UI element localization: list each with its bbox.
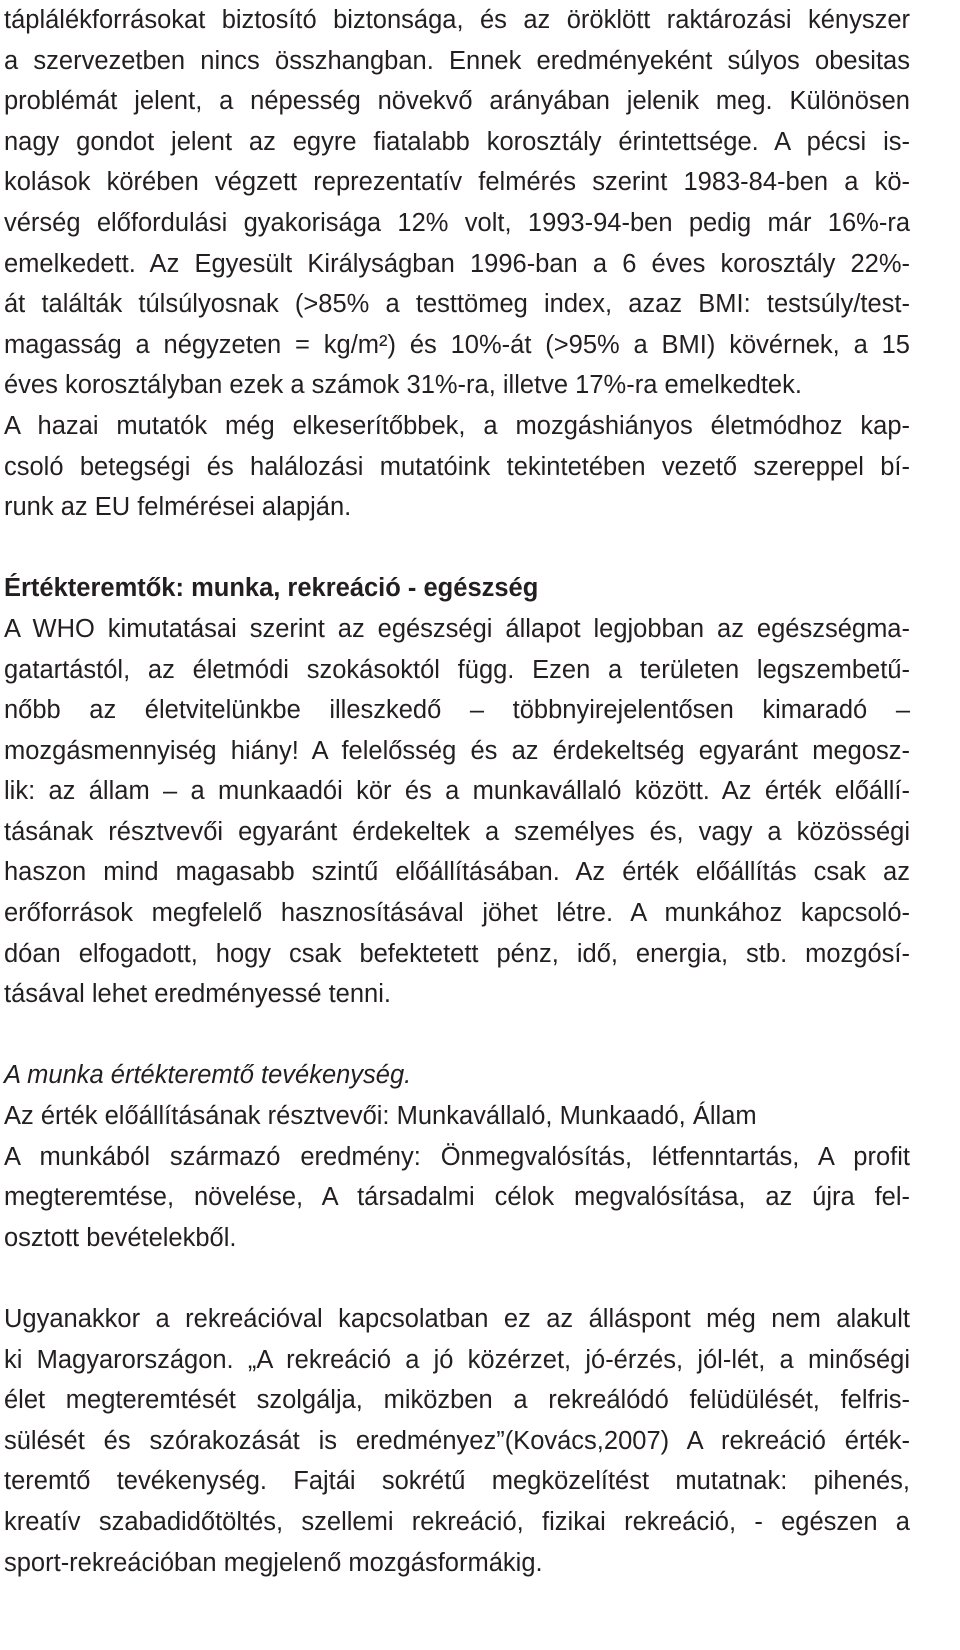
text-line: mozgásmennyiség hiány! A felelősség és az érdekeltség egyaránt megosz- bbox=[4, 736, 910, 765]
section-paragraph bbox=[4, 568, 910, 1015]
text-line: kreatív szabadidőtöltés, szellemi rekreáció, fizikai rekreáció, - egészen a bbox=[4, 1507, 910, 1536]
text-line: sülését és szórakozását is eredményez”(Kovács,2007) A rekreáció érték- bbox=[4, 1426, 910, 1455]
text-line: gatartástól, az életmódi szokásoktól függ. Ezen a területen legszembetű- bbox=[4, 655, 910, 684]
text-line: A hazai mutatók még elkeserítőbbek, a mozgáshiányos életmódhoz kap- bbox=[4, 411, 910, 440]
text-line: A munkából származó eredmény: Önmegvalósítás, létfenntartás, A profit bbox=[4, 1142, 910, 1171]
text-line: runk az EU felmérései alapján. bbox=[4, 493, 352, 522]
paragraph-spacer bbox=[4, 528, 910, 569]
text-line: nagy gondot jelent az egyre fiatalabb korosztály érintettsége. A pécsi is- bbox=[4, 127, 910, 156]
document-page bbox=[4, 0, 910, 1583]
text-line: erőforrások megfelelő hasznosításával jöhet létre. A munkához kapcsoló- bbox=[4, 899, 910, 928]
paragraph-spacer bbox=[4, 1015, 910, 1056]
text-line: Ugyanakkor a rekreációval kapcsolatban ez az álláspont még nem alakult bbox=[4, 1305, 910, 1333]
text-line: éves korosztályban ezek a számok 31%-ra, illetve 17%-ra emelkedtek. bbox=[4, 371, 802, 400]
text-line: emelkedett. Az Egyesült Királyságban 1996-ban a 6 éves korosztály 22%- bbox=[4, 249, 910, 278]
text-line: tásával lehet eredményessé tenni. bbox=[4, 980, 391, 1009]
text-line: lik: az állam – a munkaadói kör és a munkavállaló között. Az érték előállí- bbox=[4, 777, 910, 806]
section-heading: Értékteremtők: munka, rekreáció - egészség bbox=[4, 574, 539, 603]
text-line: sport-rekreációban megjelenő mozgásformákig. bbox=[4, 1548, 543, 1577]
recreation-paragraph bbox=[4, 1299, 910, 1583]
text-line: táplálékforrásokat biztosító biztonsága, és az öröklött raktározási kényszer bbox=[4, 6, 910, 34]
text-line: a szervezetben nincs összhangban. Ennek eredményeként súlyos obesitas bbox=[4, 46, 910, 75]
text-line: megteremtése, növelése, A társadalmi célok megvalósítása, az újra fel- bbox=[4, 1183, 910, 1212]
paragraph-spacer bbox=[4, 1258, 910, 1299]
work-paragraph bbox=[4, 1055, 910, 1258]
intro-paragraph bbox=[4, 0, 910, 528]
text-line: ki Magyarországon. „A rekreáció a jó közérzet, jó-érzés, jól-lét, a minőségi bbox=[4, 1345, 910, 1374]
text-line: vérség előfordulási gyakorisága 12% volt, 1993-94-ben pedig már 16%-ra bbox=[4, 208, 910, 237]
text-line: tásának résztvevői egyaránt érdekeltek a személyes és, vagy a közösségi bbox=[4, 817, 910, 846]
text-line: csoló betegségi és halálozási mutatóink tekintetében vezető szereppel bí- bbox=[4, 452, 910, 481]
text-line: nőbb az életvitelünkbe illeszkedő – többnyirejelentősen kimaradó – bbox=[4, 696, 910, 725]
text-line: kolások körében végzett reprezentatív felmérés szerint 1983-84-ben a kö- bbox=[4, 168, 910, 197]
text-line: A WHO kimutatásai szerint az egészségi állapot legjobban az egészségma- bbox=[4, 614, 910, 643]
text-line: élet megteremtését szolgálja, miközben a rekreálódó felüdülését, felfris- bbox=[4, 1386, 910, 1415]
text-line: teremtő tevékenység. Fajtái sokrétű megközelítést mutatnak: pihenés, bbox=[4, 1467, 910, 1496]
text-line: át találták túlsúlyosnak (>85% a testtömeg index, azaz BMI: testsúly/test- bbox=[4, 290, 910, 319]
text-line: problémát jelent, a népesség növekvő arányában jelenik meg. Különösen bbox=[4, 87, 910, 116]
text-line: osztott bevételekből. bbox=[4, 1223, 237, 1252]
work-subheading: A munka értékteremtő tevékenység. bbox=[4, 1061, 412, 1090]
text-line: Az érték előállításának résztvevői: Munkavállaló, Munkaadó, Állam bbox=[4, 1102, 757, 1131]
text-line: haszon mind magasabb szintű előállításában. Az érték előállítás csak az bbox=[4, 858, 910, 887]
text-line: magasság a négyzeten = kg/m²) és 10%-át (>95% a BMI) kövérnek, a 15 bbox=[4, 330, 910, 359]
text-line: dóan elfogadott, hogy csak befektetett pénz, idő, energia, stb. mozgósí- bbox=[4, 939, 910, 968]
